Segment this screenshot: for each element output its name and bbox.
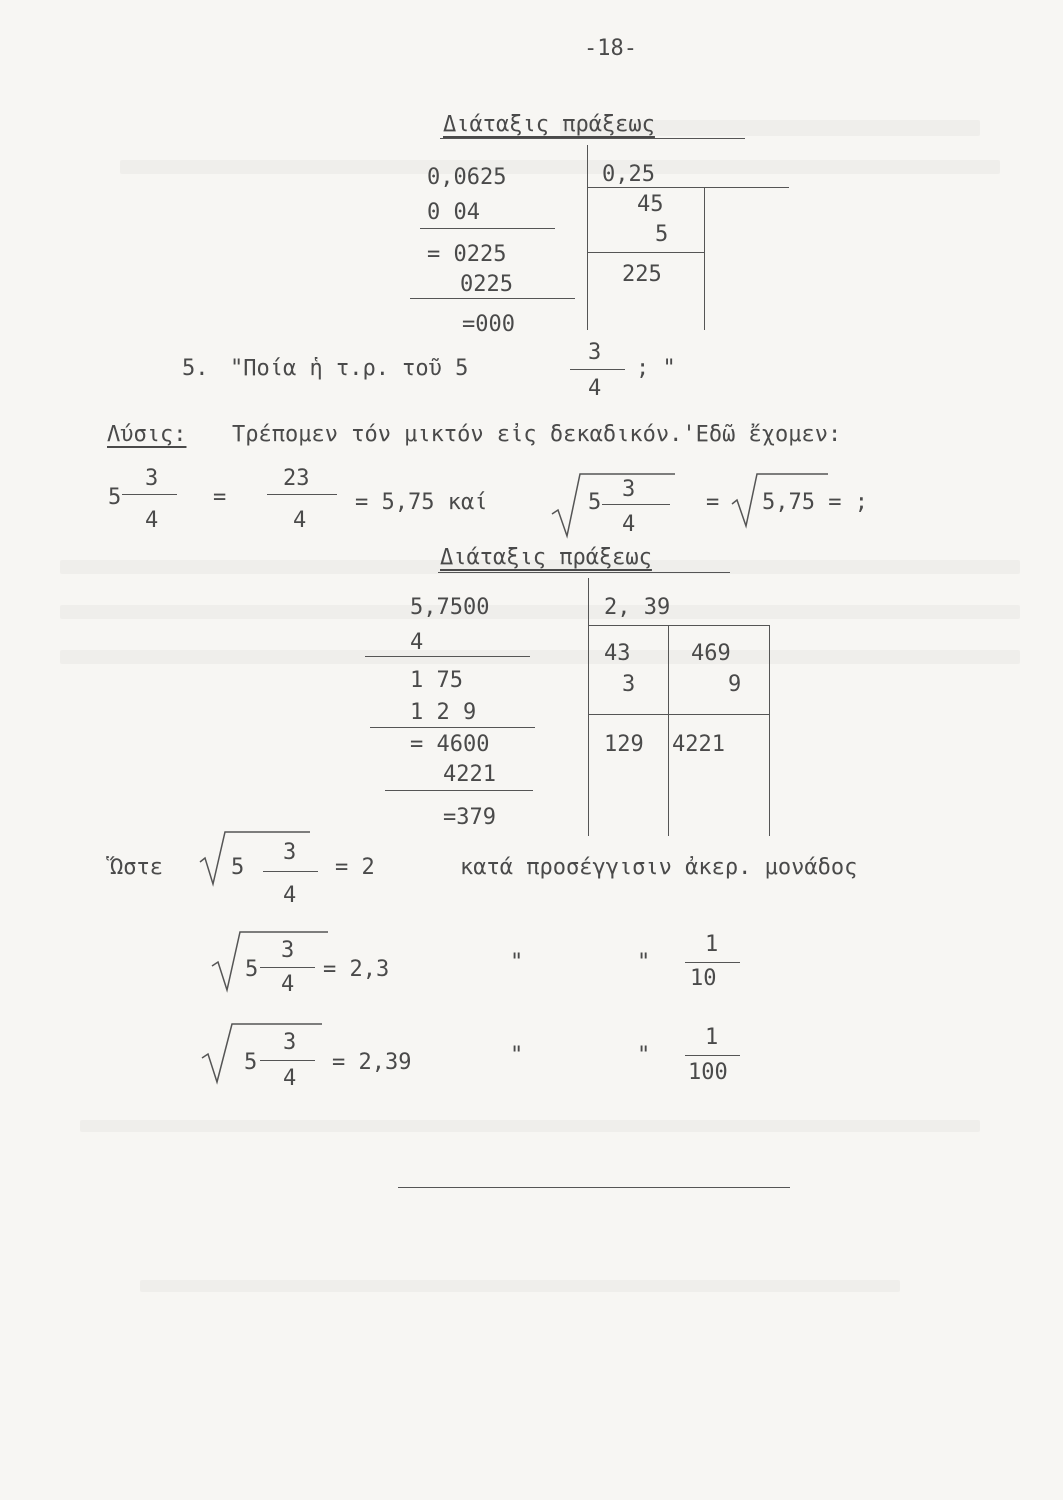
page-number: -18-	[584, 36, 637, 61]
dividend: 0,0625	[427, 165, 507, 190]
conclusion-text: κατά προσέγγισιν ἀκερ. μονάδος	[460, 855, 858, 880]
fraction-denominator: 4	[283, 1066, 297, 1091]
fraction-bar	[122, 494, 177, 495]
equals-sign: =	[213, 485, 227, 510]
fraction-denominator: 100	[688, 1060, 728, 1085]
show-through-mark	[80, 1120, 980, 1132]
ditto-mark: "	[637, 1043, 651, 1068]
mixed-whole: 5	[108, 485, 122, 510]
section2-heading: Διάταξις πράξεως	[440, 545, 652, 570]
subtrahend: 4221	[443, 762, 496, 787]
division-bar	[587, 145, 588, 330]
remainder: =000	[462, 312, 515, 337]
fraction-bar	[263, 871, 318, 872]
approximation-value: = 2,3	[323, 957, 390, 982]
fraction-bar	[685, 962, 740, 963]
subtrahend: 0225	[460, 272, 513, 297]
remainder: =379	[443, 805, 496, 830]
root-result: 0,25	[602, 162, 655, 187]
aux-number: 225	[622, 262, 662, 287]
remainder: 1 75	[410, 668, 463, 693]
aux-rule	[588, 714, 770, 715]
root-rule	[588, 625, 770, 626]
problem-question: "Ποία ἡ τ.ρ. τοῦ 5	[230, 356, 469, 381]
solution-text: Τρέπομεν τόν μικτόν εἰς δεκαδικόν.'Εδῶ ἔχομεν:	[232, 422, 842, 447]
root-rule	[587, 187, 789, 188]
ditto-mark: "	[510, 950, 524, 975]
aux-bar	[704, 187, 705, 330]
subtrahend: 4	[410, 630, 424, 655]
dividend: 5,7500	[410, 595, 490, 620]
division-bar	[588, 578, 589, 836]
section1-heading: Διάταξις πράξεως	[443, 112, 655, 137]
fraction-numerator: 3	[588, 340, 602, 365]
subtraction-rule	[385, 790, 533, 791]
heading-rule	[438, 572, 730, 573]
fraction-denominator: 4	[283, 883, 297, 908]
aux-number: 3	[622, 672, 636, 697]
problem-question-end: ; "	[636, 356, 676, 381]
show-through-mark	[140, 1280, 900, 1292]
fraction-numerator: 1	[705, 1025, 719, 1050]
fraction-numerator: 3	[283, 1030, 297, 1055]
subtraction-rule	[420, 228, 555, 229]
fraction-bar	[260, 1060, 315, 1061]
root-result: 2, 39	[604, 595, 671, 620]
subtraction-rule	[370, 727, 535, 728]
subtraction-rule	[365, 656, 530, 657]
radical-sign	[550, 470, 680, 540]
approximation-value: = 2,39	[332, 1050, 412, 1075]
aux-number: 469	[691, 641, 731, 666]
remainder: = 4600	[410, 732, 490, 757]
fraction-denominator: 4	[622, 512, 636, 537]
aux-bar	[769, 625, 770, 836]
aux-number: 9	[728, 672, 742, 697]
fraction-numerator: 1	[705, 932, 719, 957]
fraction-bar	[267, 494, 337, 495]
mixed-whole: 5	[231, 855, 245, 880]
fraction-denominator: 4	[293, 508, 307, 533]
aux-number: 43	[604, 641, 631, 666]
fraction-denominator: 4	[281, 972, 295, 997]
ditto-mark: "	[510, 1043, 524, 1068]
fraction-numerator: 3	[281, 938, 295, 963]
fraction-denominator: 4	[145, 508, 159, 533]
fraction-numerator: 23	[283, 466, 310, 491]
fraction-bar	[685, 1055, 740, 1056]
fraction-numerator: 3	[622, 477, 636, 502]
subtrahend: 1 2 9	[410, 700, 477, 725]
fraction-bar	[570, 369, 625, 370]
aux-bar	[668, 625, 669, 836]
show-through-mark	[60, 650, 1020, 664]
aux-number: 4221	[672, 732, 725, 757]
conclusion-equals: = 2	[335, 855, 375, 880]
mixed-whole: 5	[588, 490, 602, 515]
subtraction-rule	[410, 298, 575, 299]
aux-number: 5	[655, 222, 669, 247]
remainder: = 0225	[427, 242, 507, 267]
fraction-numerator: 3	[283, 840, 297, 865]
aux-rule	[587, 252, 704, 253]
show-through-mark	[120, 160, 1000, 174]
radical-sign	[210, 928, 330, 994]
ditto-mark: "	[637, 950, 651, 975]
problem-number: 5.	[182, 356, 209, 381]
radical-sign	[200, 1020, 325, 1086]
radicand: 5,75 = ;	[762, 490, 868, 515]
solution-label: Λύσις:	[107, 422, 187, 447]
show-through-mark	[60, 605, 1020, 619]
fraction-bar	[260, 967, 315, 968]
fraction-denominator: 10	[690, 966, 717, 991]
equation-continuation: = 5,75 καί	[355, 490, 488, 515]
section-end-rule	[398, 1187, 790, 1188]
fraction-numerator: 3	[145, 466, 159, 491]
mixed-whole: 5	[245, 957, 259, 982]
equals-sign: =	[706, 490, 720, 515]
aux-number: 129	[604, 732, 644, 757]
aux-number: 45	[637, 192, 664, 217]
mixed-whole: 5	[244, 1050, 258, 1075]
fraction-denominator: 4	[588, 376, 602, 401]
subtrahend: 0 04	[427, 200, 480, 225]
conclusion-label: Ὥστε	[110, 855, 163, 880]
heading-rule	[440, 138, 745, 139]
fraction-bar	[602, 504, 670, 505]
